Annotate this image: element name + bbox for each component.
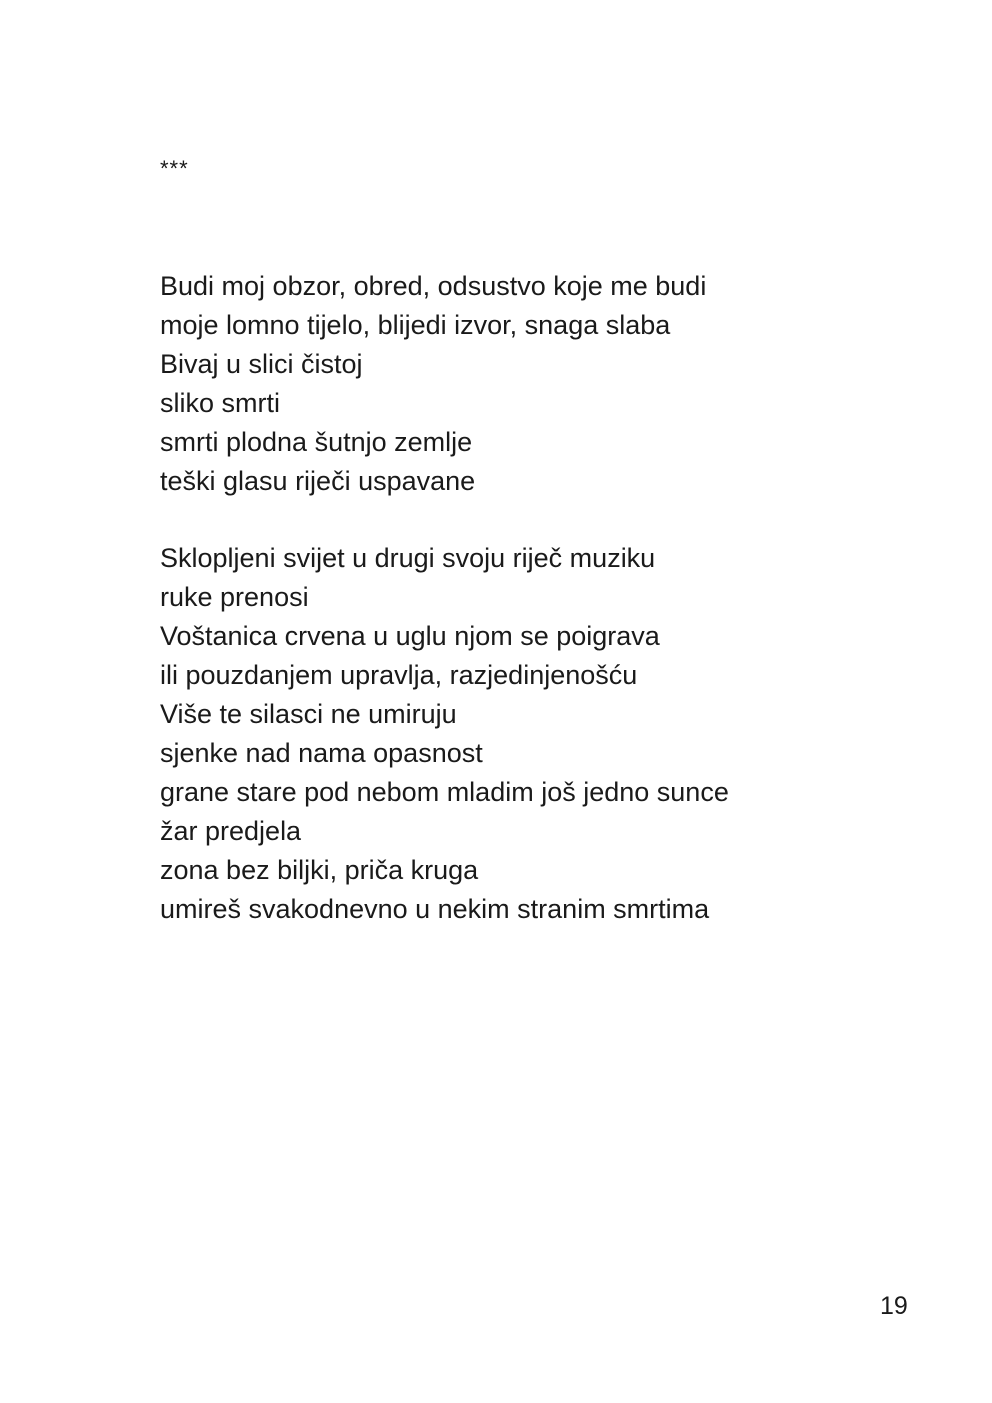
poem-line: sliko smrti bbox=[160, 388, 280, 418]
poem-line: grane stare pod nebom mladim još jedno sunce bbox=[160, 777, 729, 807]
poem-line: Bivaj u slici čistoj bbox=[160, 349, 363, 379]
section-ornament: *** bbox=[160, 156, 189, 181]
poem-line: smrti plodna šutnjo zemlje bbox=[160, 427, 473, 457]
poem-line: Budi moj obzor, obred, odsustvo koje me budi bbox=[160, 271, 707, 301]
poem-line: Sklopljeni svijet u drugi svoju riječ muziku bbox=[160, 543, 656, 573]
stanza-1 bbox=[160, 267, 706, 501]
poem-line: Voštanica crvena u uglu njom se poigrava bbox=[160, 621, 660, 651]
poem-line: sjenke nad nama opasnost bbox=[160, 738, 483, 768]
stanza-2 bbox=[160, 539, 729, 929]
poem-line: Više te silasci ne umiruju bbox=[160, 699, 457, 729]
poem-line: umireš svakodnevno u nekim stranim smrtima bbox=[160, 894, 710, 924]
poem-line: zona bez biljki, priča kruga bbox=[160, 855, 479, 885]
page-number: 19 bbox=[880, 1292, 908, 1320]
poem-line: teški glasu riječi uspavane bbox=[160, 466, 476, 496]
poem-line: žar predjela bbox=[160, 816, 302, 846]
poem-line: ruke prenosi bbox=[160, 582, 309, 612]
poem-line: moje lomno tijelo, blijedi izvor, snaga slaba bbox=[160, 310, 671, 340]
poem-line: ili pouzdanjem upravlja, razjedinjenošću bbox=[160, 660, 638, 690]
